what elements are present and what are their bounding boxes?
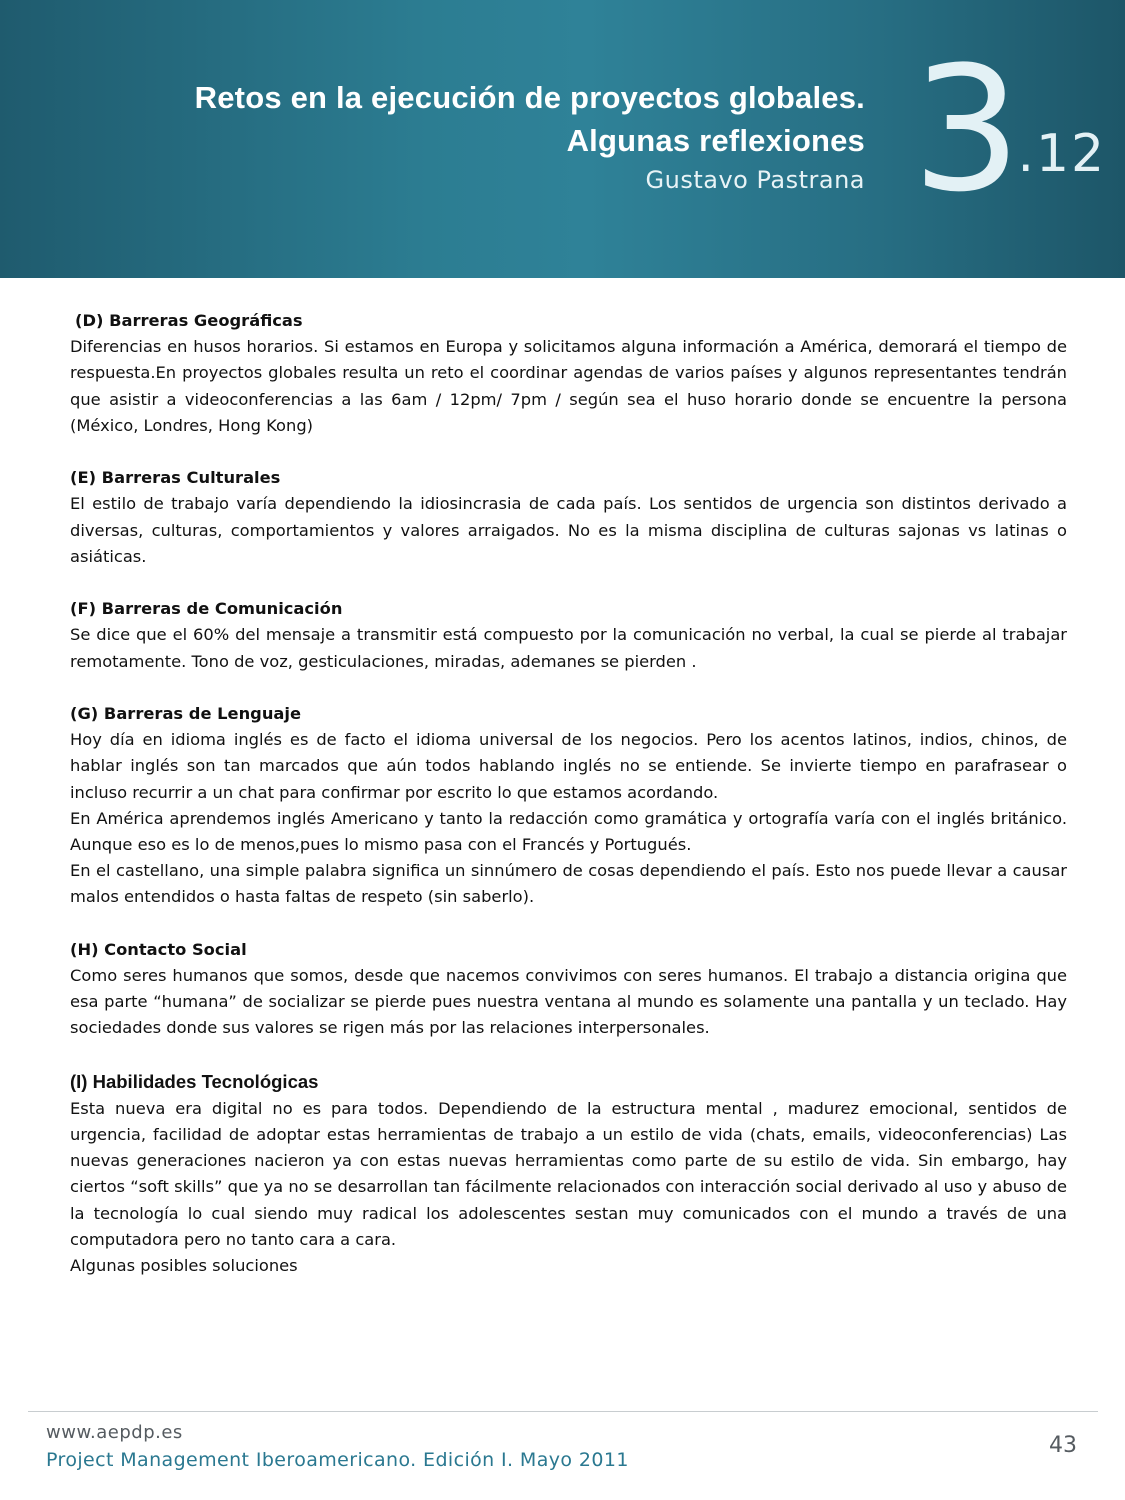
chapter-number — [912, 29, 1107, 230]
article-title-block — [195, 76, 865, 198]
page-header-banner — [0, 0, 1125, 278]
section-paragraph: Diferencias en husos horarios. Si estamos en Europa y solicitamos alguna información a América, demorará el tiempo de respuesta.En proyectos globales resulta un reto el coordinar agendas de varios países y algunos representantes tendrán que asistir a videoconferencias a las 6am / 12pm/ 7pm / según sea el huso horario donde se encuentre la persona (México, Londres, Hong Kong) — [70, 337, 1067, 435]
chapter-number-minor: .12 — [1017, 124, 1107, 184]
article-title-line-1: Retos en la ejecución de proyectos globales. — [194, 80, 865, 115]
section-barreras-comunicacion — [70, 596, 1067, 675]
footer-divider — [28, 1411, 1098, 1412]
section-heading: (F) Barreras de Comunicación — [70, 599, 343, 619]
section-barreras-geograficas — [70, 308, 1067, 439]
section-habilidades-tecnologicas — [70, 1068, 1067, 1279]
section-heading: (H) Contacto Social — [70, 939, 247, 959]
section-paragraph: Hoy día en idioma inglés es de facto el idioma universal de los negocios. Pero los acentos latinos, indios, chinos, de hablar inglés son tan marcados que aún todos hablando inglés no se entiende. Se invierte tiempo en parafrasear o incluso recurrir a un chat para confirmar por escrito lo que estamos acordando. — [70, 730, 1067, 802]
section-barreras-lenguaje — [70, 701, 1067, 911]
section-contacto-social — [70, 937, 1067, 1042]
chapter-number-major: 3 — [912, 29, 1018, 230]
section-paragraph: En América aprendemos inglés Americano y tanto la redacción como gramática y ortografía varía con el inglés británico. Aunque eso es lo de menos,pues lo mismo pasa con el Francés y Portugués. — [70, 808, 1067, 855]
article-body — [70, 308, 1067, 1305]
section-paragraph: Se dice que el 60% del mensaje a transmitir está compuesto por la comunicación no verbal, la cual se pierde al trabajar remotamente. Tono de voz, gesticulaciones, miradas, ademanes se pierden . — [70, 625, 1067, 671]
section-paragraph: El estilo de trabajo varía dependiendo la idiosincrasia de cada país. Los sentidos de urgencia son distintos derivado a diversas, culturas, comportamientos y valores arraigados. No es la misma disciplina de culturas sajonas vs latinas o asiáticas. — [70, 494, 1067, 566]
footer-publication: Project Management Iberoamericano. Edición I. Mayo 2011 — [46, 1449, 629, 1471]
article-author: Gustavo Pastrana — [645, 166, 865, 194]
section-barreras-culturales — [70, 465, 1067, 570]
section-heading: (D) Barreras Geográficas — [75, 311, 303, 330]
section-heading: (G) Barreras de Lenguaje — [70, 704, 302, 723]
section-paragraph: Como seres humanos que somos, desde que nacemos convivimos con seres humanos. El trabajo a distancia origina que esa parte “humana” de socializar se pierde pues nuestra ventana al mundo es solamente una pantalla y un teclado. Hay sociedades donde sus valores se rigen más por las relaciones interpersonales. — [70, 966, 1067, 1038]
footer-website-url: www.aepdp.es — [46, 1422, 183, 1443]
page-number: 43 — [1049, 1433, 1077, 1458]
section-heading: (I) Habilidades Tecnológicas — [70, 1070, 319, 1092]
section-paragraph: Algunas posibles soluciones — [70, 1256, 298, 1276]
article-title-line-2: Algunas reflexiones — [566, 123, 865, 158]
section-heading: (E) Barreras Culturales — [70, 468, 281, 488]
section-paragraph: En el castellano, una simple palabra significa un sinnúmero de cosas dependiendo el país. Esto nos puede llevar a causar malos entendidos o hasta faltas de respeto (sin saberlo). — [70, 861, 1067, 907]
section-paragraph: Esta nueva era digital no es para todos. Dependiendo de la estructura mental , madurez emocional, sentidos de urgencia, facilidad de adoptar estas herramientas de trabajo a un estilo de vida (chats, emails, videoconferencias) Las nuevas generaciones nacieron ya con estas nuevas herramientas como parte de su estilo de vida. Sin embargo, hay ciertos “soft skills” que ya no se desarrollan tan fácilmente relacionados con interacción social derivado al uso y abuso de la tecnología lo cual siendo muy radical los adolescentes sestan muy comunicados con el mundo a través de una computadora pero no tanto cara a cara. — [70, 1098, 1067, 1249]
